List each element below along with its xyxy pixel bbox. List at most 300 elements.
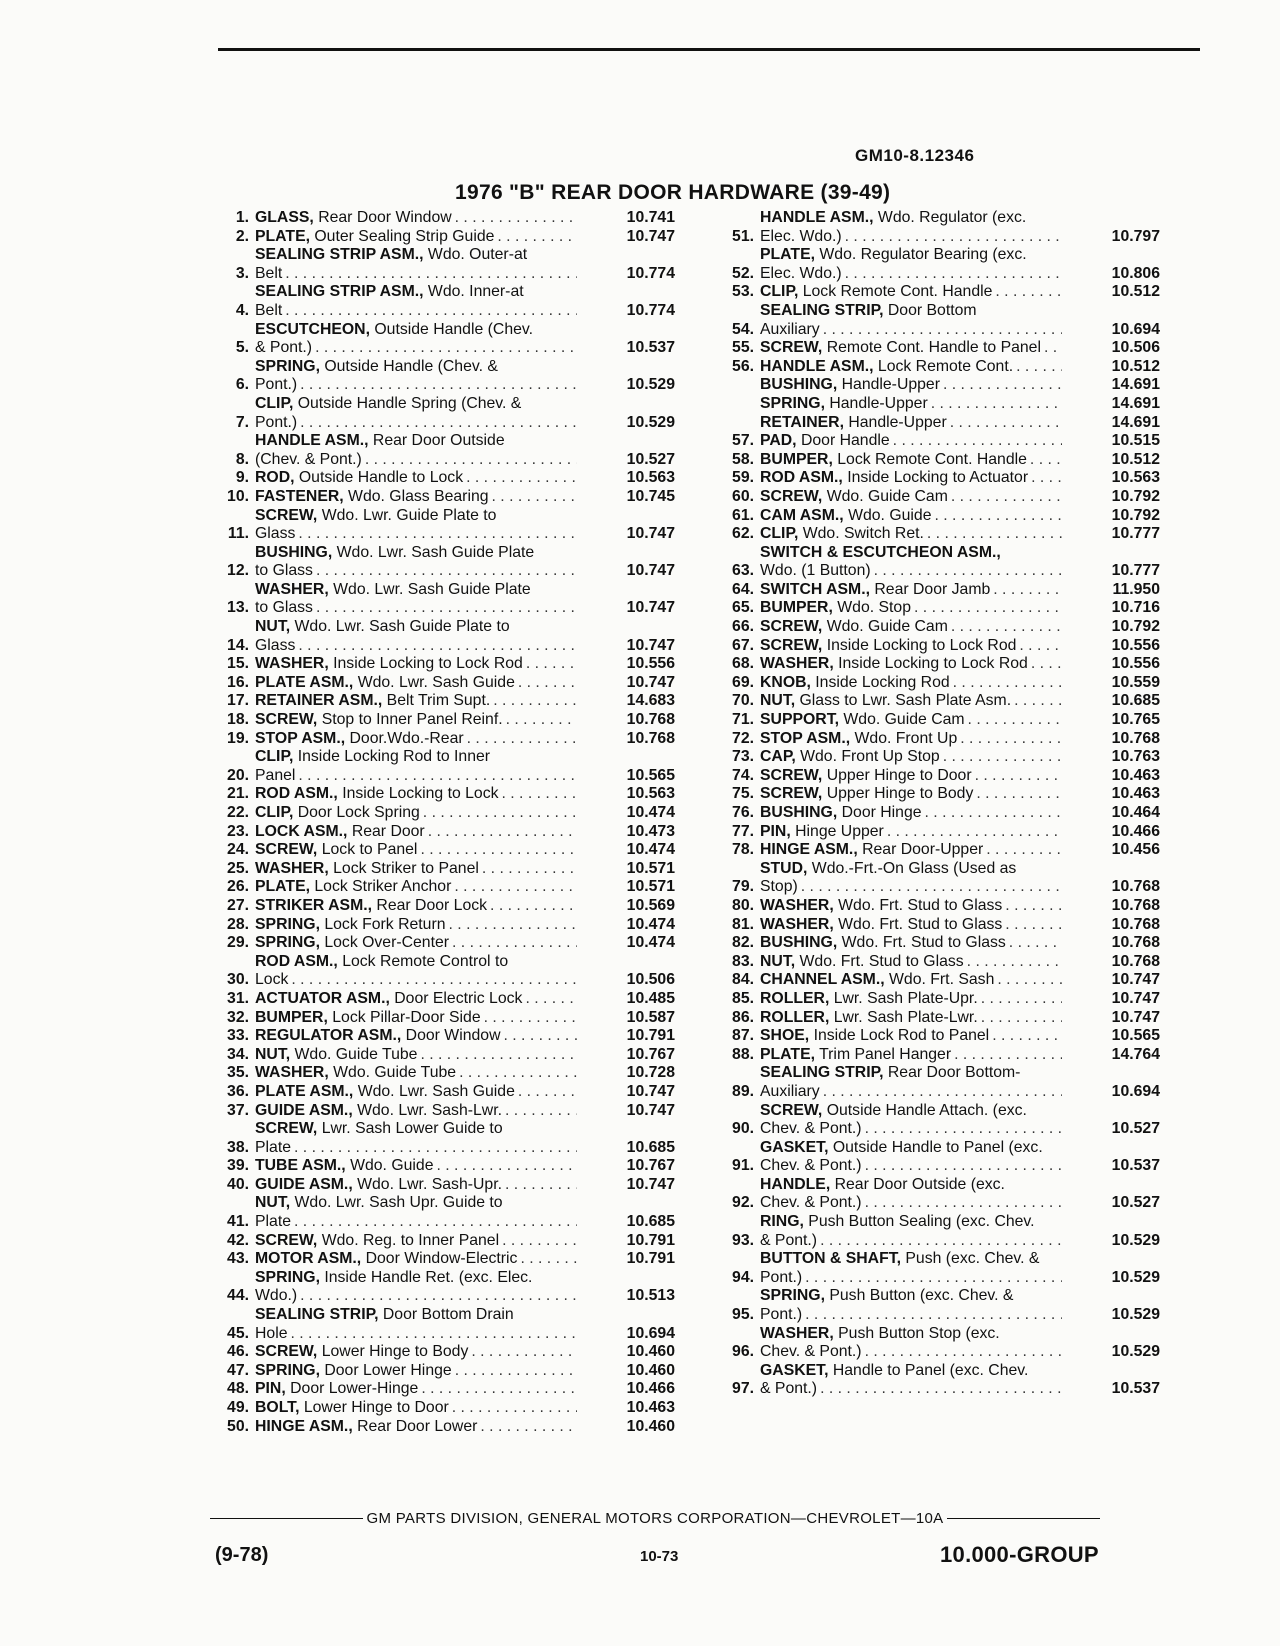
part-detail: Lock to Panel [321,841,418,859]
part-description [760,655,1062,674]
group-code: 10.563 [626,469,675,487]
description-line [760,544,1062,563]
description-line [760,692,1062,711]
part-number: 60. [732,487,754,505]
description-line [760,376,1062,395]
description-line [760,283,1062,302]
group-code: 10.747 [626,227,675,245]
part-description [760,785,1062,804]
part-description [760,1064,1062,1101]
leader-dots [517,1250,577,1269]
part-name: SCREW, [255,1343,318,1361]
part-description [760,823,1062,842]
part-detail: to Glass [255,599,313,617]
part-entry [700,525,1160,544]
part-description [255,1250,577,1269]
description-line [255,1325,577,1344]
part-detail: Chev. & Pont.) [760,1120,862,1138]
leader-dots [502,1176,577,1195]
group-code: 10.768 [1111,896,1160,914]
leader-dots [1027,451,1062,470]
part-detail: Rear Door [351,822,425,840]
description-line [255,228,577,247]
part-name: ROD ASM., [255,785,338,803]
part-number: 76. [732,804,754,821]
leader-dots [282,302,577,321]
part-entry [195,1102,675,1121]
leader-dots [948,488,1062,507]
leader-dots [282,265,577,284]
part-entry [195,655,675,674]
part-detail: Lock Striker to Panel [333,859,479,877]
part-detail: Wdo. Frt. Stud to Glass [838,896,1003,914]
footer-group: 10.000-GROUP [940,1542,1099,1567]
description-line [255,823,577,842]
part-detail: Outside Handle Attach. (exc. [826,1101,1027,1119]
group-code: 10.694 [1111,1082,1160,1100]
part-number: 71. [732,711,754,729]
group-code: 10.474 [626,841,675,859]
part-detail: Wdo. Regulator Bearing (exc. [819,246,1027,264]
part-name: CLIP, [255,394,294,412]
part-name: GLASS, [255,209,314,226]
part-entry [700,990,1160,1009]
leader-dots [291,1139,577,1158]
description-line [760,432,1062,451]
part-detail: Outside Handle to Panel (exc. [832,1138,1043,1156]
part-detail: Push Button (exc. Chev. & [829,1287,1014,1305]
description-line [760,1046,1062,1065]
group-code: 10.774 [626,301,675,319]
description-line [255,804,577,823]
part-description [760,599,1062,618]
part-description [760,414,1062,433]
description-line [255,1139,577,1158]
part-name: PLATE, [760,1045,815,1063]
part-number: 40. [227,1175,249,1193]
part-entry [700,599,1160,618]
part-description [760,637,1062,656]
group-code: 10.685 [1111,692,1160,710]
group-code: 10.456 [1111,841,1160,859]
leader-dots [297,414,577,433]
part-detail: Wdo. Regulator (exc. [877,209,1027,226]
part-description [255,395,577,432]
part-entry [700,748,1160,767]
part-entry [700,358,1160,377]
part-name: WASHER, [760,1324,834,1342]
parts-list-left [195,209,675,1436]
part-entry [195,1232,675,1251]
part-detail: Wdo. Lwr. Sash-Upr. [357,1175,502,1193]
part-name: GUIDE ASM., [255,1175,353,1193]
group-code: 10.527 [1111,1120,1160,1138]
group-code: 10.529 [626,376,675,394]
part-entry [195,897,675,916]
part-description [760,1287,1062,1324]
part-entry [195,1418,675,1437]
part-detail: Door Lower-Hinge [290,1380,419,1398]
part-name: SPRING, [760,394,825,412]
part-number: 12. [227,562,249,580]
part-name: HINGE ASM., [760,841,858,859]
part-name: ROLLER, [760,989,830,1007]
description-line [255,451,577,470]
part-number: 77. [732,822,754,840]
description-line [255,711,577,730]
part-entry [700,488,1160,507]
part-number: 81. [732,915,754,933]
leader-dots [291,1213,577,1232]
part-number: 95. [732,1306,754,1324]
part-detail: Wdo. Front Up [854,729,958,747]
part-detail: Elec. Wdo.) [760,227,842,245]
group-code: 10.537 [1111,1157,1160,1175]
part-detail: Wdo. Switch Ret. [802,525,924,543]
part-description [255,916,577,935]
part-entry [700,785,1160,804]
part-name: ESCUTCHEON, [255,320,370,338]
part-description [255,1194,577,1231]
part-name: WASHER, [760,896,834,914]
part-name: SCREW, [760,785,823,803]
part-name: SHOE, [760,1027,810,1045]
part-entry [195,1250,675,1269]
group-code: 10.463 [1111,785,1160,803]
group-code: 10.768 [626,729,675,747]
description-line [760,469,1062,488]
description-line [760,730,1062,749]
part-name: WASHER, [255,580,329,598]
part-name: BOLT, [255,1399,300,1416]
part-name: SCREW, [760,618,823,636]
part-detail: Door.Wdo.-Rear [349,729,464,747]
description-line [255,878,577,897]
description-line [760,1064,1062,1083]
part-number: 15. [227,655,249,673]
description-line [760,562,1062,581]
description-line [255,1362,577,1381]
part-name: SCREW, [255,1231,318,1249]
group-code: 10.747 [626,599,675,617]
part-detail: Outside Handle (Chev. [374,320,534,338]
part-name: NUT, [255,1045,291,1063]
part-detail: Wdo. Outer-at [427,246,528,264]
description-line [760,1343,1062,1362]
part-detail: Pont.) [760,1268,803,1286]
leader-dots [503,711,577,730]
part-entry [195,1306,675,1343]
part-name: NUT, [760,952,796,970]
description-line [255,1306,577,1325]
part-entry [195,692,675,711]
footer-division: GM PARTS DIVISION, GENERAL MOTORS CORPORATION—CHEVROLET—10A [366,1510,944,1527]
leader-dots [862,1120,1062,1139]
description-line [760,1176,1062,1195]
group-code: 10.792 [1111,618,1160,636]
part-number: 61. [732,506,754,524]
group-code: 10.747 [626,1101,675,1119]
part-number: 54. [732,320,754,338]
part-name: MOTOR ASM., [255,1250,362,1268]
part-description [255,655,577,674]
part-detail: Lwr. Sash Plate-Lwr. [833,1008,978,1026]
part-entry [700,283,1160,302]
leader-dots [924,525,1062,544]
part-entry [195,1399,675,1418]
part-number: 64. [732,580,754,598]
part-number: 83. [732,952,754,970]
group-code: 10.460 [626,1343,675,1361]
leader-dots [978,1009,1062,1028]
leader-dots [499,1232,577,1251]
part-entry [195,618,675,655]
leader-dots [972,767,1062,786]
part-entry [700,860,1160,897]
part-number: 73. [732,748,754,766]
description-line [255,339,577,358]
part-name: HANDLE, [760,1175,831,1193]
part-detail: Wdo. Glass Bearing [348,487,489,505]
leader-dots [434,1157,578,1176]
part-name: SCREW, [760,487,823,505]
part-name: PLATE, [255,227,310,245]
part-description [255,804,577,823]
description-line [255,1213,577,1232]
leader-dots [820,1083,1062,1102]
group-code: 10.728 [626,1064,675,1082]
part-detail: Rear Door Lower [357,1417,478,1435]
part-name: PIN, [255,1380,286,1398]
leader-dots [817,1232,1062,1251]
part-description [255,692,577,711]
part-detail: Wdo.) [255,1287,298,1305]
group-code: 10.569 [626,896,675,914]
part-name: PLATE, [760,246,815,264]
part-entry [195,1194,675,1231]
part-detail: Lock Over-Center [324,934,450,952]
part-detail: Rear Door Outside [372,432,505,450]
description-line [255,953,577,972]
leader-dots [820,321,1062,340]
description-line [760,1362,1062,1381]
part-entry [700,451,1160,470]
part-description [255,934,577,953]
part-entry [700,1046,1160,1065]
part-number: 22. [227,804,249,821]
leader-dots [449,934,577,953]
part-name: BUMPER, [255,1008,328,1026]
part-description [760,1250,1062,1287]
part-entry [195,488,675,507]
part-detail: Inside Locking to Lock Rod [826,636,1017,654]
part-description [760,1325,1062,1362]
part-entry [700,767,1160,786]
description-line [255,1418,577,1437]
part-number: 48. [227,1380,249,1398]
part-description [255,730,577,749]
part-description [760,469,1062,488]
part-name: BUTTON & SHAFT, [760,1250,901,1268]
part-detail: Inside Lock Rod to Panel [813,1027,990,1045]
part-description [760,544,1062,581]
description-line [760,1213,1062,1232]
part-name: STRIKER ASM., [255,896,373,914]
part-number: 38. [227,1138,249,1156]
description-line [255,544,577,563]
description-line [760,1102,1062,1121]
part-detail: Wdo. Stop [837,599,912,617]
part-entry [700,1250,1160,1287]
group-code: 10.556 [1111,636,1160,654]
part-entry [195,916,675,935]
part-number: 65. [732,599,754,617]
part-detail: Pont.) [255,413,298,431]
part-detail: Glass [255,636,296,654]
part-entry [195,804,675,823]
leader-dots [451,878,577,897]
description-line [760,711,1062,730]
description-line [255,1083,577,1102]
part-detail: Stop) [760,878,798,896]
description-line [255,395,577,414]
part-description [255,618,577,655]
leader-dots [417,841,577,860]
description-line [760,581,1062,600]
part-description [760,581,1062,600]
part-detail: Wdo. Guide [848,506,932,524]
leader-dots [940,748,1062,767]
group-code: 10.565 [626,766,675,784]
part-number: 57. [732,432,754,450]
group-code: 10.512 [1111,357,1160,375]
part-detail: Glass to Lwr. Sash Plate Asm. [799,692,1012,710]
part-entry [700,1064,1160,1101]
leader-dots [994,971,1062,990]
description-line [255,1009,577,1028]
part-name: STUD, [760,859,808,877]
group-code: 10.768 [1111,878,1160,896]
part-description [255,953,577,990]
part-entry [700,655,1160,674]
description-line [255,1157,577,1176]
part-detail: Wdo. Guide [350,1157,434,1175]
part-detail: Wdo. Lwr. Guide Plate to [321,506,497,524]
description-line [760,1287,1062,1306]
part-number: 29. [227,934,249,952]
part-entry [700,469,1160,488]
part-detail: Wdo. Frt. Stud to Glass [799,952,964,970]
description-line [255,1176,577,1195]
part-description [760,767,1062,786]
part-name: PIN, [760,822,791,840]
group-code: 10.571 [626,859,675,877]
part-entry [700,246,1160,283]
part-detail: Handle-Upper [841,376,940,394]
description-line [255,1194,577,1213]
part-entry [195,1009,675,1028]
part-detail: Wdo.-Frt.-On Glass (Used as [811,859,1017,877]
part-number: 39. [227,1157,249,1175]
part-name: PLATE, [255,878,310,896]
description-line [760,674,1062,693]
part-name: CAP, [760,748,796,766]
part-description [760,451,1062,470]
part-name: GASKET, [760,1138,829,1156]
leader-dots [890,432,1062,451]
group-code: 10.747 [626,673,675,691]
part-detail: Belt [255,264,283,282]
leader-dots [362,451,577,470]
part-entry [700,692,1160,711]
part-detail: Panel [255,766,296,784]
part-number: 26. [227,878,249,896]
part-description [760,395,1062,414]
part-number: 59. [732,469,754,487]
leader-dots [1006,934,1062,953]
part-number: 25. [227,859,249,877]
part-number: 31. [227,989,249,1007]
group-code: 10.565 [1111,1027,1160,1045]
description-line [255,692,577,711]
leader-dots [798,878,1062,897]
part-detail: & Pont.) [760,1231,818,1249]
part-entry [700,507,1160,526]
part-number: 19. [227,729,249,747]
description-line [760,321,1062,340]
part-description [760,507,1062,526]
group-code: 10.777 [1111,525,1160,543]
part-detail: Lock Striker Anchor [314,878,452,896]
group-code: 14.691 [1111,394,1160,412]
part-description [760,971,1062,990]
part-number: 1. [235,209,249,226]
leader-dots [487,897,577,916]
part-number: 88. [732,1045,754,1063]
part-name: PAD, [760,432,797,450]
part-detail: Hole [255,1324,288,1342]
description-line [760,916,1062,935]
group-code: 10.527 [626,450,675,468]
description-line [255,488,577,507]
part-detail: Lock Remote Control to [342,952,509,970]
part-description [255,507,577,544]
description-line [255,990,577,1009]
description-line [760,785,1062,804]
part-detail: Lock Remote Cont. Handle [837,450,1027,468]
part-detail: Door Hinge [841,804,922,821]
part-description [760,692,1062,711]
part-name: CLIP, [255,748,294,766]
group-code: 10.747 [1111,1008,1160,1026]
part-name: RETAINER ASM., [255,692,383,710]
part-detail: Wdo. Lwr. Sash Guide [357,1082,515,1100]
part-name: SPRING, [255,1361,320,1379]
description-line [255,414,577,433]
part-number: 24. [227,841,249,859]
document-code: GM10-8.12346 [855,146,975,165]
leader-dots [295,637,577,656]
part-detail: Rear Door-Upper [862,841,984,859]
part-name: SEALING STRIP ASM., [255,283,424,301]
part-name: CLIP, [760,525,799,543]
part-entry [195,748,675,785]
description-line [760,1139,1062,1158]
part-entry [700,618,1160,637]
part-entry [700,302,1160,339]
leader-dots [313,599,577,618]
part-number: 20. [227,766,249,784]
